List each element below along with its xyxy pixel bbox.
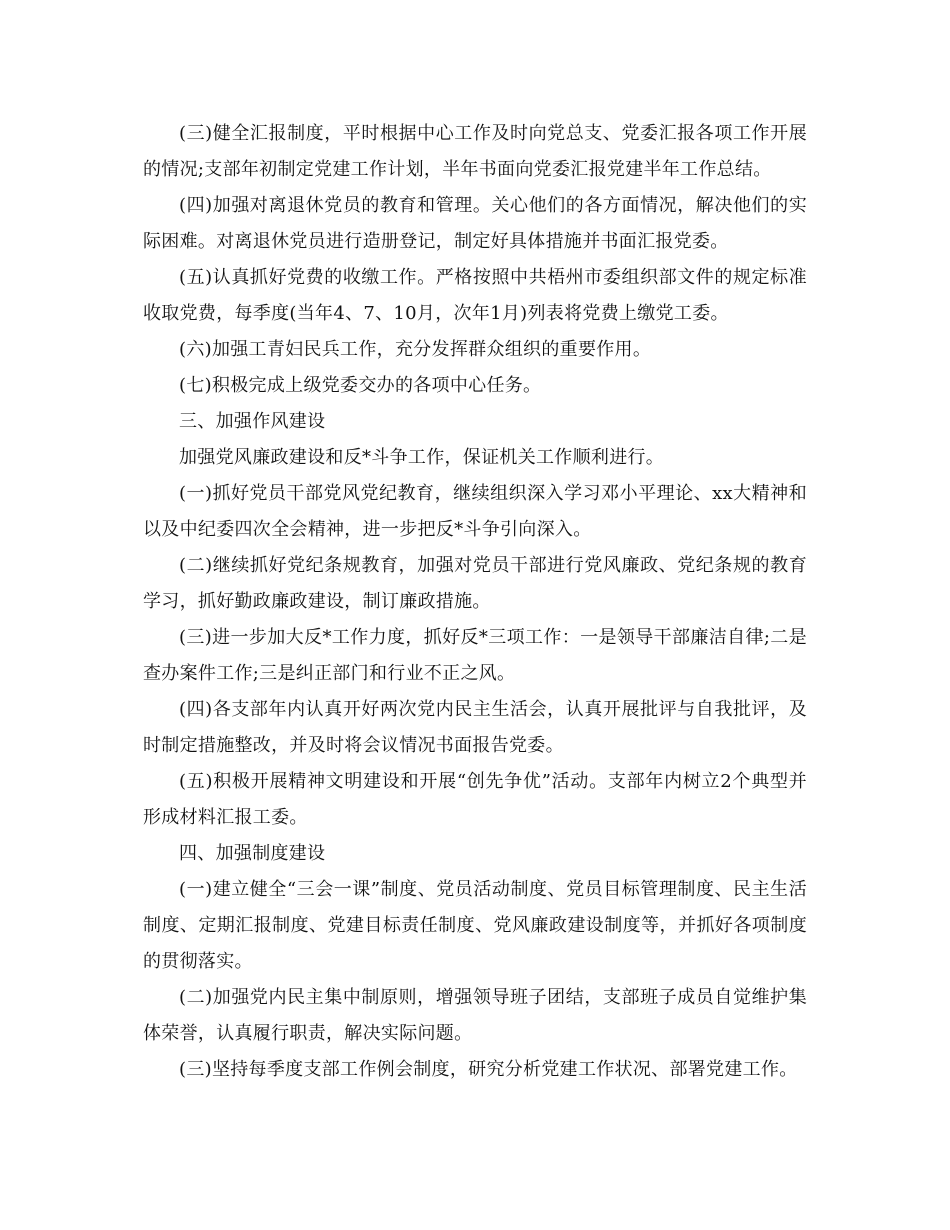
- paragraph-spiritual-civilization: (五)积极开展精神文明建设和开展“创先争优”活动。支部年内树立2个典型并形成材料汇报工委。: [143, 771, 807, 828]
- paragraph-quarterly-meetings: (三)坚持每季度支部工作例会制度，研究分析党建工作状况、部署党建工作。: [179, 1059, 798, 1080]
- paragraph-retired-members: (四)加强对离退休党员的教育和管理。关心他们的各方面情况，解决他们的实际困难。对离退休党员进行造册登记，制定好具体措施并书面汇报党委。: [143, 195, 807, 252]
- paragraph-three-tasks: (三)进一步加大反*工作力度，抓好反*三项工作：一是领导干部廉洁自律;二是查办案件工作;三是纠正部门和行业不正之风。: [143, 627, 807, 684]
- paragraph-central-tasks: (七)积极完成上级党委交办的各项中心任务。: [179, 375, 542, 396]
- paragraph-democratic-life-meetings: (四)各支部年内认真开好两次党内民主生活会，认真开展批评与自我批评，及时制定措施整改，并及时将会议情况书面报告党委。: [143, 699, 807, 756]
- paragraph-mass-organizations: (六)加强工青妇民兵工作，充分发挥群众组织的重要作用。: [179, 339, 652, 360]
- paragraph-democratic-centralism: (二)加强党内民主集中制原则，增强领导班子团结，支部班子成员自觉维护集体荣誉，认真履行职责，解决实际问题。: [143, 987, 807, 1044]
- paragraph-system-list: (一)建立健全“三会一课”制度、党员活动制度、党员目标管理制度、民主生活制度、定期汇报制度、党建目标责任制度、党风廉政建设制度等，并抓好各项制度的贯彻落实。: [143, 879, 807, 972]
- paragraph-reporting-system: (三)健全汇报制度，平时根据中心工作及时向党总支、党委汇报各项工作开展的情况;支部年初制定党建工作计划，半年书面向党委汇报党建半年工作总结。: [143, 123, 807, 180]
- paragraph-work-style-intro: 加强党风廉政建设和反*斗争工作，保证机关工作顺利进行。: [179, 447, 665, 468]
- document-body: [143, 116, 807, 1088]
- paragraph-party-dues: (五)认真抓好党费的收缴工作。严格按照中共梧州市委组织部文件的规定标准收取党费，每季度(当年4、7、10月，次年1月)列表将党费上缴党工委。: [143, 267, 807, 324]
- section-heading-work-style: 三、加强作风建设: [179, 411, 326, 432]
- section-heading-system-building: 四、加强制度建设: [179, 843, 326, 864]
- paragraph-discipline-education: (一)抓好党员干部党风党纪教育，继续组织深入学习邓小平理论、xx大精神和以及中纪委四次全会精神，进一步把反*斗争引向深入。: [143, 483, 807, 540]
- paragraph-regulations-education: (二)继续抓好党纪条规教育，加强对党员干部进行党风廉政、党纪条规的教育学习，抓好勤政廉政建设，制订廉政措施。: [143, 555, 807, 612]
